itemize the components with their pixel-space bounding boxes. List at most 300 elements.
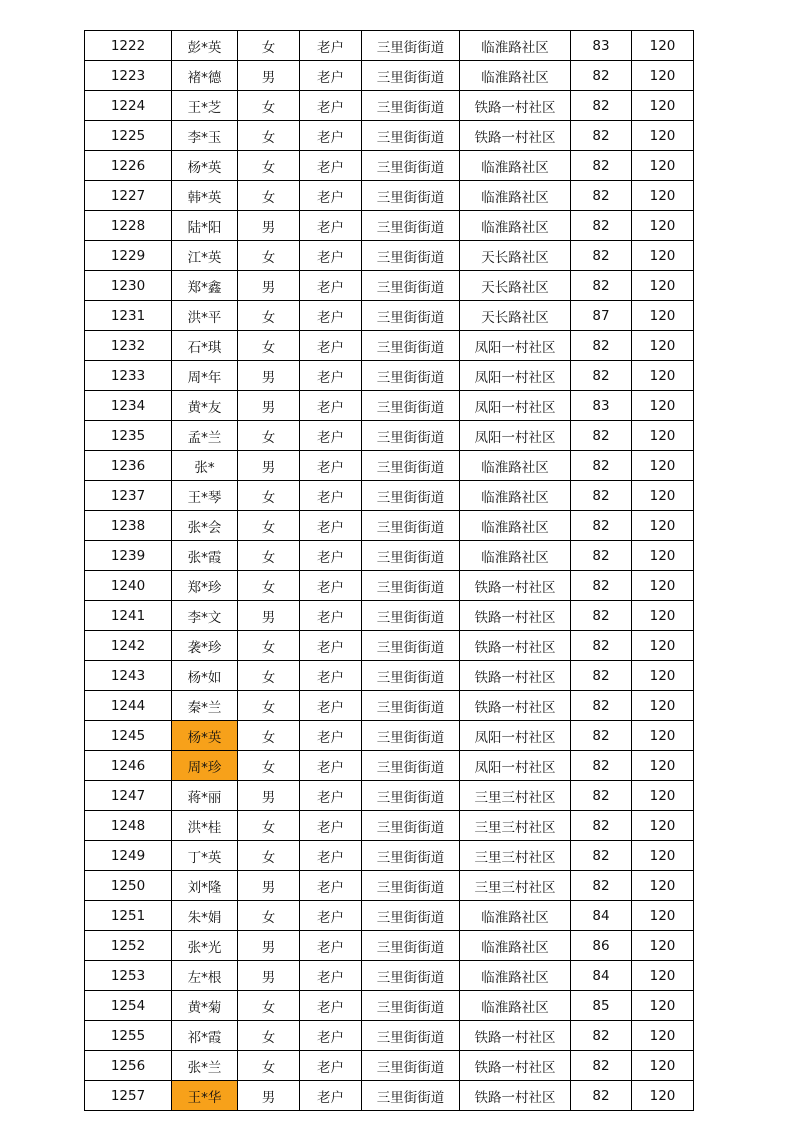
cell-gender: 女 xyxy=(238,91,300,121)
cell-street: 三里街街道 xyxy=(362,931,460,961)
cell-id: 1242 xyxy=(85,631,172,661)
cell-household-type: 老户 xyxy=(300,31,362,61)
cell-street: 三里街街道 xyxy=(362,91,460,121)
cell-age: 85 xyxy=(571,991,632,1021)
cell-id: 1224 xyxy=(85,91,172,121)
cell-gender: 女 xyxy=(238,31,300,61)
table-row xyxy=(85,721,694,751)
cell-age: 82 xyxy=(571,751,632,781)
table-row xyxy=(85,571,694,601)
cell-gender: 女 xyxy=(238,991,300,1021)
cell-street: 三里街街道 xyxy=(362,481,460,511)
cell-id: 1237 xyxy=(85,481,172,511)
cell-name: 李*文 xyxy=(172,601,238,631)
cell-name: 王*琴 xyxy=(172,481,238,511)
cell-street: 三里街街道 xyxy=(362,541,460,571)
cell-age: 82 xyxy=(571,151,632,181)
table-row xyxy=(85,931,694,961)
cell-amount: 120 xyxy=(632,1081,694,1111)
cell-amount: 120 xyxy=(632,781,694,811)
cell-gender: 女 xyxy=(238,661,300,691)
cell-age: 82 xyxy=(571,871,632,901)
cell-age: 84 xyxy=(571,961,632,991)
cell-name: 陆*阳 xyxy=(172,211,238,241)
cell-name: 周*年 xyxy=(172,361,238,391)
cell-id: 1249 xyxy=(85,841,172,871)
cell-community: 凤阳一村社区 xyxy=(460,751,571,781)
cell-name: 朱*娟 xyxy=(172,901,238,931)
cell-amount: 120 xyxy=(632,751,694,781)
cell-age: 83 xyxy=(571,31,632,61)
cell-community: 三里三村社区 xyxy=(460,841,571,871)
cell-community: 临淮路社区 xyxy=(460,451,571,481)
cell-id: 1231 xyxy=(85,301,172,331)
cell-name: 杨*如 xyxy=(172,661,238,691)
cell-household-type: 老户 xyxy=(300,121,362,151)
cell-id: 1241 xyxy=(85,601,172,631)
cell-street: 三里街街道 xyxy=(362,451,460,481)
table-row xyxy=(85,481,694,511)
cell-household-type: 老户 xyxy=(300,781,362,811)
cell-street: 三里街街道 xyxy=(362,871,460,901)
cell-gender: 男 xyxy=(238,211,300,241)
cell-gender: 女 xyxy=(238,571,300,601)
cell-amount: 120 xyxy=(632,841,694,871)
cell-age: 82 xyxy=(571,211,632,241)
cell-gender: 男 xyxy=(238,391,300,421)
cell-amount: 120 xyxy=(632,301,694,331)
cell-age: 82 xyxy=(571,421,632,451)
cell-street: 三里街街道 xyxy=(362,811,460,841)
cell-gender: 女 xyxy=(238,511,300,541)
cell-amount: 120 xyxy=(632,961,694,991)
cell-community: 临淮路社区 xyxy=(460,931,571,961)
cell-community: 临淮路社区 xyxy=(460,481,571,511)
cell-name: 王*芝 xyxy=(172,91,238,121)
cell-household-type: 老户 xyxy=(300,901,362,931)
cell-age: 82 xyxy=(571,61,632,91)
cell-household-type: 老户 xyxy=(300,511,362,541)
cell-age: 82 xyxy=(571,481,632,511)
cell-amount: 120 xyxy=(632,721,694,751)
cell-gender: 女 xyxy=(238,841,300,871)
cell-community: 铁路一村社区 xyxy=(460,631,571,661)
cell-id: 1232 xyxy=(85,331,172,361)
cell-street: 三里街街道 xyxy=(362,841,460,871)
cell-community: 三里三村社区 xyxy=(460,871,571,901)
table-row xyxy=(85,601,694,631)
cell-amount: 120 xyxy=(632,31,694,61)
cell-community: 临淮路社区 xyxy=(460,541,571,571)
cell-gender: 女 xyxy=(238,631,300,661)
cell-amount: 120 xyxy=(632,691,694,721)
cell-street: 三里街街道 xyxy=(362,721,460,751)
cell-gender: 女 xyxy=(238,121,300,151)
cell-name: 张*霞 xyxy=(172,541,238,571)
cell-amount: 120 xyxy=(632,631,694,661)
cell-community: 铁路一村社区 xyxy=(460,691,571,721)
cell-id: 1248 xyxy=(85,811,172,841)
table-row xyxy=(85,61,694,91)
cell-name: 祁*霞 xyxy=(172,1021,238,1051)
cell-age: 82 xyxy=(571,631,632,661)
cell-street: 三里街街道 xyxy=(362,391,460,421)
cell-household-type: 老户 xyxy=(300,271,362,301)
cell-household-type: 老户 xyxy=(300,811,362,841)
cell-community: 临淮路社区 xyxy=(460,211,571,241)
cell-gender: 女 xyxy=(238,331,300,361)
cell-id: 1235 xyxy=(85,421,172,451)
cell-age: 82 xyxy=(571,271,632,301)
cell-household-type: 老户 xyxy=(300,961,362,991)
cell-name: 李*玉 xyxy=(172,121,238,151)
cell-community: 铁路一村社区 xyxy=(460,121,571,151)
cell-amount: 120 xyxy=(632,211,694,241)
cell-amount: 120 xyxy=(632,1051,694,1081)
table-row xyxy=(85,1021,694,1051)
cell-gender: 男 xyxy=(238,361,300,391)
cell-street: 三里街街道 xyxy=(362,691,460,721)
cell-age: 82 xyxy=(571,601,632,631)
cell-name: 褚*德 xyxy=(172,61,238,91)
cell-street: 三里街街道 xyxy=(362,421,460,451)
cell-community: 天长路社区 xyxy=(460,301,571,331)
cell-street: 三里街街道 xyxy=(362,121,460,151)
cell-amount: 120 xyxy=(632,871,694,901)
roster-table xyxy=(84,30,694,1111)
cell-age: 82 xyxy=(571,721,632,751)
cell-id: 1227 xyxy=(85,181,172,211)
table-row xyxy=(85,811,694,841)
cell-id: 1247 xyxy=(85,781,172,811)
cell-id: 1255 xyxy=(85,1021,172,1051)
cell-household-type: 老户 xyxy=(300,751,362,781)
cell-household-type: 老户 xyxy=(300,91,362,121)
cell-community: 铁路一村社区 xyxy=(460,661,571,691)
cell-community: 凤阳一村社区 xyxy=(460,361,571,391)
cell-household-type: 老户 xyxy=(300,181,362,211)
table-row xyxy=(85,661,694,691)
cell-amount: 120 xyxy=(632,571,694,601)
cell-community: 三里三村社区 xyxy=(460,781,571,811)
cell-id: 1236 xyxy=(85,451,172,481)
cell-household-type: 老户 xyxy=(300,421,362,451)
table-row xyxy=(85,751,694,781)
cell-household-type: 老户 xyxy=(300,541,362,571)
cell-household-type: 老户 xyxy=(300,931,362,961)
cell-age: 82 xyxy=(571,361,632,391)
cell-household-type: 老户 xyxy=(300,451,362,481)
cell-street: 三里街街道 xyxy=(362,601,460,631)
cell-gender: 女 xyxy=(238,811,300,841)
table-row xyxy=(85,901,694,931)
cell-gender: 男 xyxy=(238,961,300,991)
cell-name: 黄*菊 xyxy=(172,991,238,1021)
cell-id: 1229 xyxy=(85,241,172,271)
cell-community: 铁路一村社区 xyxy=(460,1051,571,1081)
cell-amount: 120 xyxy=(632,391,694,421)
cell-amount: 120 xyxy=(632,271,694,301)
table-row xyxy=(85,871,694,901)
cell-gender: 男 xyxy=(238,451,300,481)
cell-street: 三里街街道 xyxy=(362,211,460,241)
cell-gender: 女 xyxy=(238,151,300,181)
cell-name: 杨*英 xyxy=(172,721,238,751)
cell-age: 82 xyxy=(571,181,632,211)
cell-name: 左*根 xyxy=(172,961,238,991)
cell-gender: 女 xyxy=(238,1051,300,1081)
cell-id: 1239 xyxy=(85,541,172,571)
cell-name: 刘*隆 xyxy=(172,871,238,901)
cell-community: 凤阳一村社区 xyxy=(460,721,571,751)
cell-household-type: 老户 xyxy=(300,301,362,331)
cell-street: 三里街街道 xyxy=(362,331,460,361)
table-row xyxy=(85,121,694,151)
table-row xyxy=(85,1081,694,1111)
cell-gender: 男 xyxy=(238,61,300,91)
cell-household-type: 老户 xyxy=(300,691,362,721)
cell-id: 1246 xyxy=(85,751,172,781)
table-row xyxy=(85,691,694,721)
cell-name: 江*英 xyxy=(172,241,238,271)
table-row xyxy=(85,181,694,211)
roster-body xyxy=(85,31,694,1111)
table-row xyxy=(85,91,694,121)
table-row xyxy=(85,271,694,301)
cell-id: 1226 xyxy=(85,151,172,181)
cell-amount: 120 xyxy=(632,541,694,571)
table-row xyxy=(85,631,694,661)
table-row xyxy=(85,421,694,451)
cell-id: 1254 xyxy=(85,991,172,1021)
cell-name: 杨*英 xyxy=(172,151,238,181)
cell-name: 郑*鑫 xyxy=(172,271,238,301)
cell-community: 三里三村社区 xyxy=(460,811,571,841)
table-row xyxy=(85,451,694,481)
cell-amount: 120 xyxy=(632,61,694,91)
cell-community: 临淮路社区 xyxy=(460,31,571,61)
cell-household-type: 老户 xyxy=(300,661,362,691)
cell-age: 82 xyxy=(571,1051,632,1081)
cell-age: 86 xyxy=(571,931,632,961)
cell-age: 82 xyxy=(571,841,632,871)
cell-name: 王*华 xyxy=(172,1081,238,1111)
cell-household-type: 老户 xyxy=(300,1081,362,1111)
cell-name: 郑*珍 xyxy=(172,571,238,601)
table-row xyxy=(85,391,694,421)
cell-name: 张*会 xyxy=(172,511,238,541)
cell-id: 1256 xyxy=(85,1051,172,1081)
cell-household-type: 老户 xyxy=(300,721,362,751)
cell-age: 82 xyxy=(571,451,632,481)
cell-name: 秦*兰 xyxy=(172,691,238,721)
cell-id: 1253 xyxy=(85,961,172,991)
cell-id: 1250 xyxy=(85,871,172,901)
cell-amount: 120 xyxy=(632,481,694,511)
cell-street: 三里街街道 xyxy=(362,511,460,541)
cell-household-type: 老户 xyxy=(300,601,362,631)
cell-amount: 120 xyxy=(632,421,694,451)
cell-community: 铁路一村社区 xyxy=(460,1021,571,1051)
cell-household-type: 老户 xyxy=(300,211,362,241)
cell-gender: 女 xyxy=(238,691,300,721)
cell-age: 82 xyxy=(571,121,632,151)
cell-gender: 女 xyxy=(238,721,300,751)
cell-gender: 男 xyxy=(238,601,300,631)
cell-household-type: 老户 xyxy=(300,481,362,511)
cell-gender: 女 xyxy=(238,751,300,781)
cell-community: 临淮路社区 xyxy=(460,61,571,91)
cell-id: 1243 xyxy=(85,661,172,691)
cell-street: 三里街街道 xyxy=(362,241,460,271)
cell-amount: 120 xyxy=(632,661,694,691)
table-row xyxy=(85,211,694,241)
cell-street: 三里街街道 xyxy=(362,181,460,211)
cell-amount: 120 xyxy=(632,511,694,541)
cell-gender: 男 xyxy=(238,1081,300,1111)
cell-community: 临淮路社区 xyxy=(460,151,571,181)
cell-gender: 女 xyxy=(238,301,300,331)
cell-amount: 120 xyxy=(632,931,694,961)
cell-community: 凤阳一村社区 xyxy=(460,331,571,361)
cell-age: 82 xyxy=(571,781,632,811)
cell-amount: 120 xyxy=(632,1021,694,1051)
table-row xyxy=(85,541,694,571)
cell-community: 铁路一村社区 xyxy=(460,571,571,601)
cell-household-type: 老户 xyxy=(300,151,362,181)
cell-street: 三里街街道 xyxy=(362,571,460,601)
cell-street: 三里街街道 xyxy=(362,751,460,781)
cell-age: 82 xyxy=(571,541,632,571)
cell-age: 82 xyxy=(571,331,632,361)
cell-id: 1234 xyxy=(85,391,172,421)
cell-name: 周*珍 xyxy=(172,751,238,781)
cell-name: 洪*平 xyxy=(172,301,238,331)
cell-name: 洪*桂 xyxy=(172,811,238,841)
cell-name: 黄*友 xyxy=(172,391,238,421)
cell-age: 87 xyxy=(571,301,632,331)
table-row xyxy=(85,301,694,331)
cell-community: 铁路一村社区 xyxy=(460,91,571,121)
cell-name: 蒋*丽 xyxy=(172,781,238,811)
cell-street: 三里街街道 xyxy=(362,1021,460,1051)
cell-amount: 120 xyxy=(632,811,694,841)
table-row xyxy=(85,511,694,541)
cell-gender: 男 xyxy=(238,271,300,301)
cell-community: 天长路社区 xyxy=(460,271,571,301)
cell-gender: 女 xyxy=(238,241,300,271)
cell-street: 三里街街道 xyxy=(362,1081,460,1111)
cell-household-type: 老户 xyxy=(300,241,362,271)
cell-community: 临淮路社区 xyxy=(460,511,571,541)
cell-community: 铁路一村社区 xyxy=(460,1081,571,1111)
cell-household-type: 老户 xyxy=(300,61,362,91)
table-row xyxy=(85,361,694,391)
cell-amount: 120 xyxy=(632,151,694,181)
cell-household-type: 老户 xyxy=(300,1051,362,1081)
cell-age: 84 xyxy=(571,901,632,931)
cell-age: 82 xyxy=(571,241,632,271)
cell-community: 临淮路社区 xyxy=(460,991,571,1021)
cell-street: 三里街街道 xyxy=(362,631,460,661)
cell-household-type: 老户 xyxy=(300,361,362,391)
cell-household-type: 老户 xyxy=(300,1021,362,1051)
cell-gender: 女 xyxy=(238,181,300,211)
cell-street: 三里街街道 xyxy=(362,301,460,331)
table-row xyxy=(85,241,694,271)
cell-age: 83 xyxy=(571,391,632,421)
table-row xyxy=(85,31,694,61)
cell-gender: 男 xyxy=(238,781,300,811)
cell-community: 铁路一村社区 xyxy=(460,601,571,631)
cell-age: 82 xyxy=(571,661,632,691)
cell-id: 1222 xyxy=(85,31,172,61)
cell-age: 82 xyxy=(571,511,632,541)
cell-community: 凤阳一村社区 xyxy=(460,391,571,421)
cell-street: 三里街街道 xyxy=(362,31,460,61)
table-row xyxy=(85,151,694,181)
cell-gender: 女 xyxy=(238,541,300,571)
cell-street: 三里街街道 xyxy=(362,271,460,301)
cell-household-type: 老户 xyxy=(300,391,362,421)
cell-gender: 女 xyxy=(238,421,300,451)
cell-id: 1228 xyxy=(85,211,172,241)
cell-amount: 120 xyxy=(632,331,694,361)
cell-street: 三里街街道 xyxy=(362,961,460,991)
table-row xyxy=(85,1051,694,1081)
cell-id: 1251 xyxy=(85,901,172,931)
cell-community: 临淮路社区 xyxy=(460,961,571,991)
cell-household-type: 老户 xyxy=(300,631,362,661)
cell-id: 1233 xyxy=(85,361,172,391)
cell-name: 丁*英 xyxy=(172,841,238,871)
cell-community: 天长路社区 xyxy=(460,241,571,271)
cell-name: 张*光 xyxy=(172,931,238,961)
cell-name: 孟*兰 xyxy=(172,421,238,451)
cell-amount: 120 xyxy=(632,181,694,211)
cell-name: 张* xyxy=(172,451,238,481)
cell-street: 三里街街道 xyxy=(362,1051,460,1081)
cell-id: 1238 xyxy=(85,511,172,541)
cell-gender: 男 xyxy=(238,871,300,901)
cell-id: 1252 xyxy=(85,931,172,961)
cell-age: 82 xyxy=(571,691,632,721)
cell-amount: 120 xyxy=(632,901,694,931)
cell-household-type: 老户 xyxy=(300,571,362,601)
cell-age: 82 xyxy=(571,91,632,121)
cell-household-type: 老户 xyxy=(300,331,362,361)
cell-age: 82 xyxy=(571,1021,632,1051)
cell-name: 张*兰 xyxy=(172,1051,238,1081)
cell-street: 三里街街道 xyxy=(362,661,460,691)
cell-amount: 120 xyxy=(632,361,694,391)
cell-street: 三里街街道 xyxy=(362,61,460,91)
cell-name: 彭*英 xyxy=(172,31,238,61)
cell-household-type: 老户 xyxy=(300,991,362,1021)
cell-age: 82 xyxy=(571,571,632,601)
table-row xyxy=(85,841,694,871)
cell-street: 三里街街道 xyxy=(362,151,460,181)
cell-street: 三里街街道 xyxy=(362,781,460,811)
cell-amount: 120 xyxy=(632,241,694,271)
cell-amount: 120 xyxy=(632,91,694,121)
cell-gender: 女 xyxy=(238,901,300,931)
cell-age: 82 xyxy=(571,1081,632,1111)
cell-id: 1240 xyxy=(85,571,172,601)
cell-name: 袭*珍 xyxy=(172,631,238,661)
cell-amount: 120 xyxy=(632,121,694,151)
cell-gender: 男 xyxy=(238,931,300,961)
